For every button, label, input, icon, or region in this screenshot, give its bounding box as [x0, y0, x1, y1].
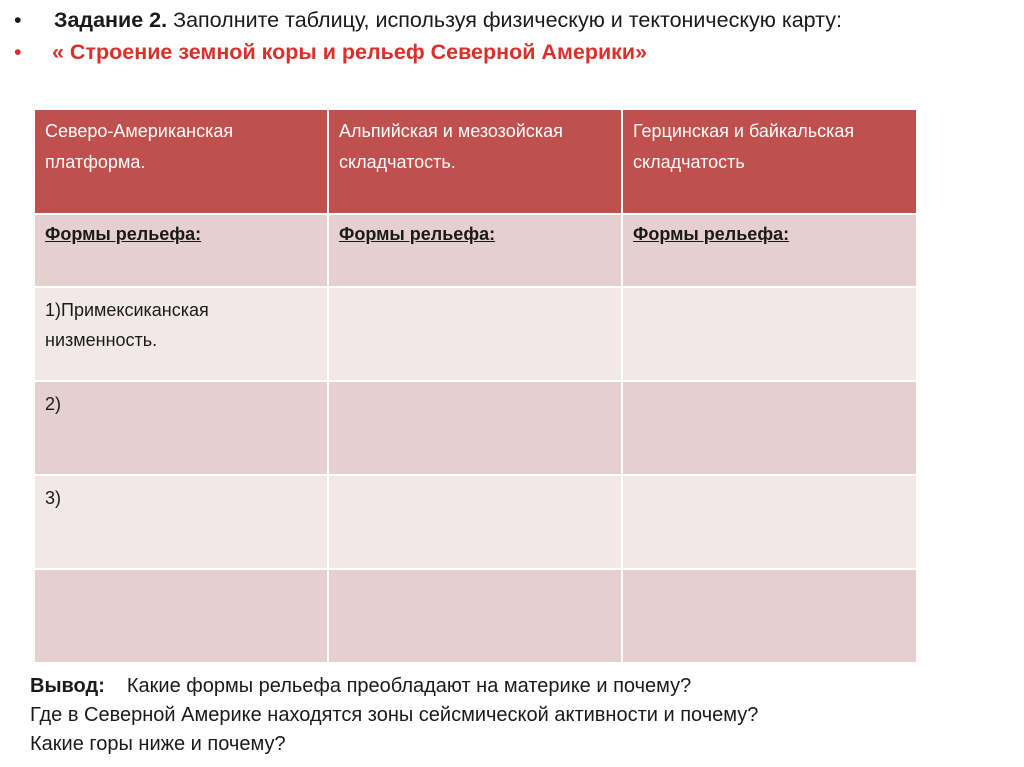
table-cell[interactable] [622, 475, 917, 569]
forms-label-cell: Формы рельефа: [622, 214, 917, 287]
forms-label-cell: Формы рельефа: [328, 214, 622, 287]
header-cell-alpine: Альпийская и мезозойская складчатость. [328, 109, 622, 214]
task-subtitle: « Строение земной коры и рельеф Северной Америки» [52, 40, 648, 64]
header-cell-hercynian: Герцинская и байкальская складчатость [622, 109, 917, 214]
task-header [14, 6, 1014, 70]
question-2: Где в Северной Америке находятся зоны сейсмической активности и почему? [30, 704, 759, 726]
conclusion-line-1 [30, 672, 990, 701]
table-cell[interactable]: 2) [34, 381, 328, 475]
relief-table [33, 108, 918, 664]
table-cell[interactable] [622, 569, 917, 663]
forms-label-cell: Формы рельефа: [34, 214, 328, 287]
conclusion [30, 672, 990, 759]
table-cell[interactable] [328, 381, 622, 475]
table-header-row [34, 109, 917, 214]
table-cell[interactable] [328, 287, 622, 381]
table-cell[interactable] [328, 569, 622, 663]
table-cell[interactable] [622, 287, 917, 381]
conclusion-label: Вывод: [30, 675, 105, 697]
task-label: Задание 2. [54, 8, 168, 32]
bullet: • [14, 8, 22, 32]
bullet: • [14, 40, 22, 64]
task-subtitle-line [14, 38, 1014, 70]
table-cell[interactable] [622, 381, 917, 475]
table-row [34, 569, 917, 663]
table-cell[interactable] [34, 569, 328, 663]
table-cell[interactable] [328, 475, 622, 569]
table-row [34, 475, 917, 569]
task-text: Заполните таблицу, используя физическую и тектоническую карту: [167, 8, 842, 32]
question-3: Какие горы ниже и почему? [30, 733, 286, 755]
table-cell[interactable]: 1)Примексиканская низменность. [34, 287, 328, 381]
table-row [34, 381, 917, 475]
header-cell-platform: Северо-Американская платформа. [34, 109, 328, 214]
table-cell[interactable]: 3) [34, 475, 328, 569]
task-line [14, 6, 1014, 38]
table-row [34, 214, 917, 287]
question-1: Какие формы рельефа преобладают на материке и почему? [126, 675, 692, 697]
table-row [34, 287, 917, 381]
